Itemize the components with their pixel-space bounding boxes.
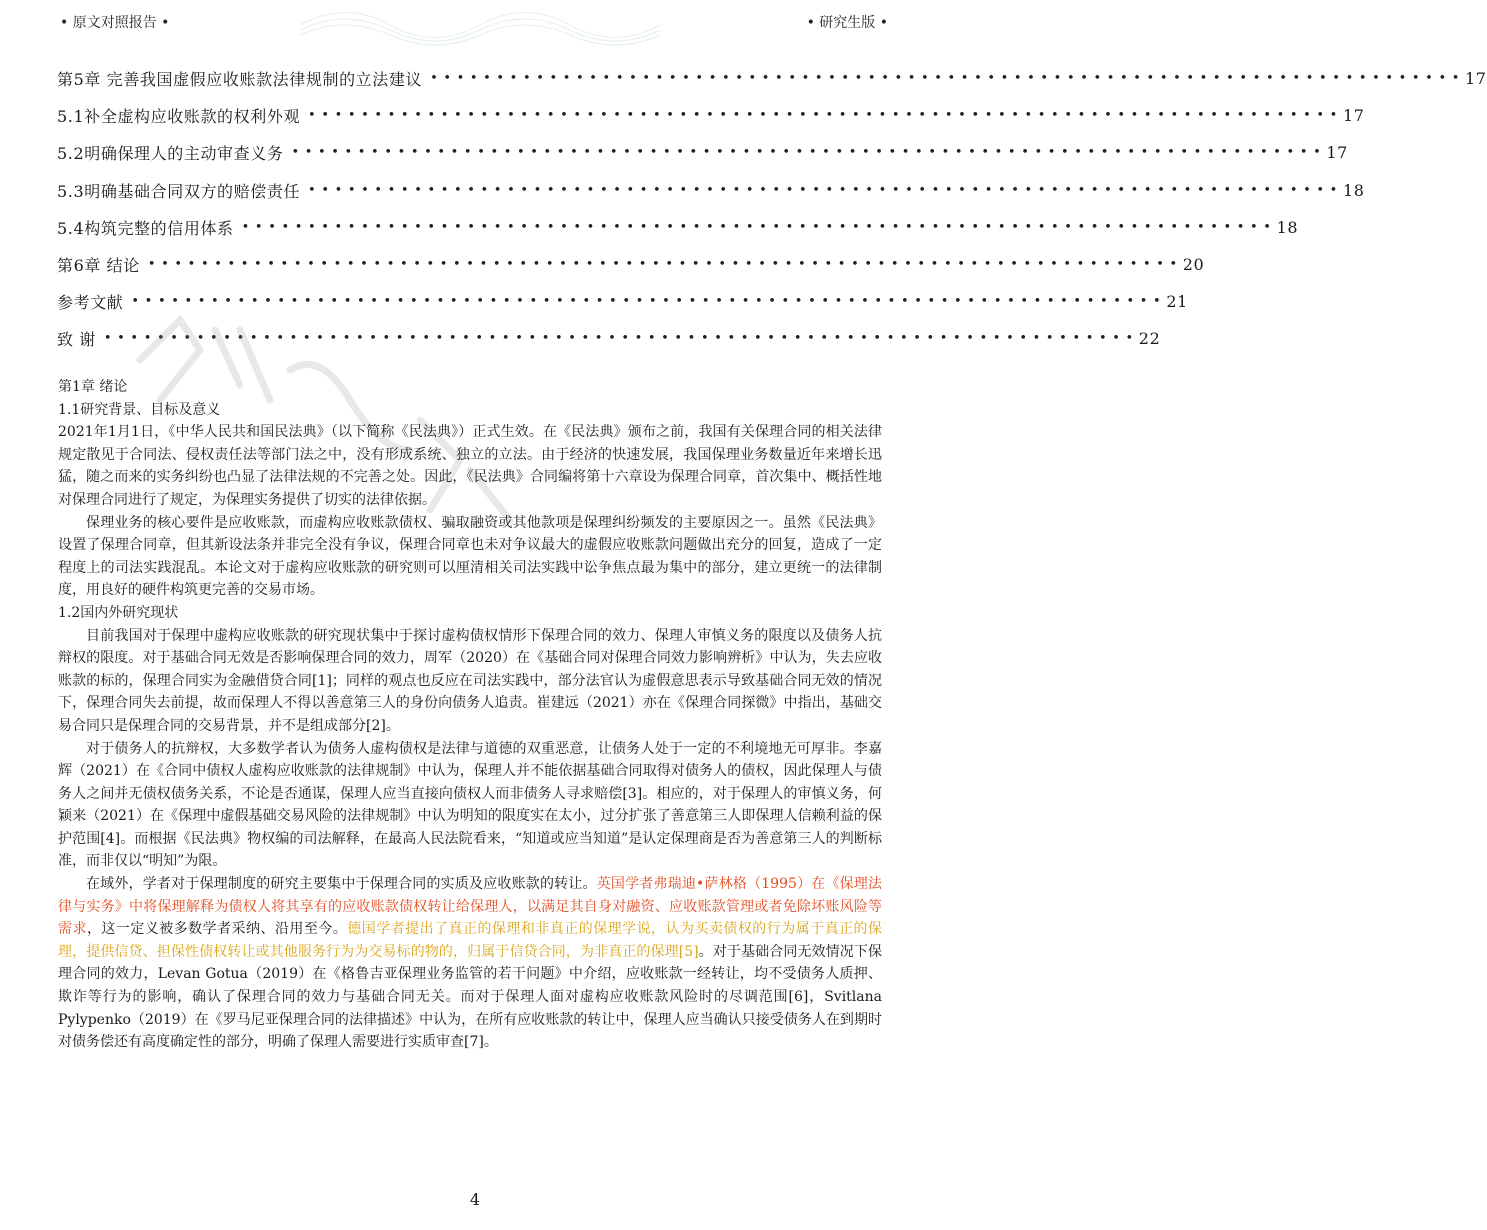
- toc-leader-dots: ••••••••••••••••••••••••••••••••••••••••••••••••••••••••••••••••••••••••••••••: [147, 257, 1183, 273]
- paragraph-text: 在域外，学者对于保理制度的研究主要集中于保理合同的实质及应收账款的转让。: [86, 876, 597, 893]
- chapter-heading: 第1章 绪论: [58, 379, 128, 395]
- body-text: [58, 376, 882, 1054]
- toc-leader-dots: ••••••••••••••••••••••••••••••••••••••••••••••••••••••••••••••••••••••••••••••: [103, 331, 1139, 347]
- toc-entry-title: 致 谢: [57, 330, 96, 350]
- toc-entry[interactable]: [57, 134, 1348, 171]
- toc-entry[interactable]: [57, 209, 1299, 246]
- header-left-label: • 原文对照报告 •: [60, 15, 170, 31]
- toc-entry-page: 20: [1182, 255, 1205, 275]
- paragraph: 2021年1月1日，《中华人民共和国民法典》（以下简称《民法典》）正式生效。在《民法典》颁布之前，我国有关保理合同的相关法律规定散见于合同法、侵权责任法等部门法之中，没有形成系统、独立的立法。由于经济的快速发展，我国保理业务数量近年来增长迅猛，随之而来的实务纠纷也凸显了法律法规的不完善之处。因此，《民法典》合同编将第十六章设为保理合同章，首次集中、概括性地对保理合同进行了规定，为保理实务提供了切实的法律依据。: [58, 424, 882, 508]
- toc-entry[interactable]: [57, 60, 1487, 97]
- toc-entry-page: 17: [1342, 106, 1365, 126]
- toc-leader-dots: ••••••••••••••••••••••••••••••••••••••••••••••••••••••••••••••••••••••••••••••: [291, 145, 1327, 161]
- toc-entry[interactable]: [57, 97, 1365, 134]
- toc-leader-dots: ••••••••••••••••••••••••••••••••••••••••••••••••••••••••••••••••••••••••••••••: [308, 182, 1343, 198]
- toc-entry-page: 17: [1464, 69, 1487, 89]
- paragraph: [58, 873, 882, 1054]
- toc-leader-dots: ••••••••••••••••••••••••••••••••••••••••••••••••••••••••••••••••••••••••••••••: [430, 71, 1465, 87]
- toc-entry-title: 5.1补全虚构应收账款的权利外观: [57, 107, 301, 127]
- toc-leader-dots: ••••••••••••••••••••••••••••••••••••••••••••••••••••••••••••••••••••••••••••••: [308, 108, 1343, 124]
- highlight-red-text: 英国学者弗瑞迪•萨林格（1995）在《保理法律与实务》中将保理解释为债权人将其享有的应收账款债权转让给保理人，以满足其自身对融资、应收账款管理或者免除坏账风险等需求: [58, 876, 883, 938]
- paragraph-text: ，这一定义被多数学者采纳、沿用至今。: [86, 921, 348, 938]
- paragraph-text: 。对于基础合同无效情况下保理合同的效力，Levan Gotua（2019）在《格鲁吉亚保理业务监管的若干问题》中介绍，应收账款一经转让，均不受债务人质押、欺诈等行为的影响，确认了保理合同的效力与基础合同无关。而对于保理人面对虚构应收账款风险时的尽调范围[6]，Svitlana Pylypenko（2019）在《罗马尼亚保理合同的法律描述》中认为，在所有应收账款的转让中，保理人应当确认只接受债务人在到期时对债务偿还有高度确定性的部分，明确了保理人需要进行实质审查[7]。: [58, 943, 882, 1051]
- toc-entry-page: 18: [1342, 180, 1365, 200]
- toc-entry-page: 18: [1276, 217, 1299, 237]
- toc-entry-page: 22: [1138, 329, 1161, 349]
- paragraph: 目前我国对于保理中虚构应收账款的研究现状集中于探讨虚构债权情形下保理合同的效力、保理人审慎义务的限度以及债务人抗辩权的限度。对于基础合同无效是否影响保理合同的效力，周军（2020）在《基础合同对保理合同效力影响辨析》中认为，失去应收账款的标的，保理合同实为金融借贷合同[1]；同样的观点也反应在司法实践中，部分法官认为虚假意思表示导致基础合同无效的情况下，保理合同失去前提，故而保理人不得以善意第三人的身份向债务人追责。崔建远（2021）亦在《保理合同探微》中指出，基础交易合同只是保理合同的交易背景，并不是组成部分[2]。: [58, 627, 882, 734]
- header-right-label: • 研究生版 •: [806, 15, 888, 31]
- toc-entry[interactable]: [57, 283, 1188, 320]
- toc-entry-title: 5.2明确保理人的主动审查义务: [57, 144, 284, 164]
- toc-entry-page: 17: [1326, 143, 1348, 163]
- paragraph: 保理业务的核心要件是应收账款，而虚构应收账款债权、骗取融资或其他款项是保理纠纷频发的主要原因之一。虽然《民法典》设置了保理合同章，但其新设法条并非完全没有争议，保理合同章也未对争议最大的虚假应收账款问题做出充分的回复，造成了一定程度上的司法实践混乱。本论文对于虚构应收账款的研究则可以厘清相关司法实践中讼争焦点最为集中的部分，建立更统一的法律制度，用良好的硬件构筑更完善的交易市场。: [58, 514, 882, 599]
- toc-leader-dots: ••••••••••••••••••••••••••••••••••••••••••••••••••••••••••••••••••••••••••••••: [241, 219, 1277, 235]
- page-header: [0, 8, 950, 34]
- toc-entry-title: 第6章 结论: [57, 256, 140, 276]
- paragraph: 对于债务人的抗辩权，大多数学者认为债务人虚构债权是法律与道德的双重恶意，让债务人处于一定的不利境地无可厚非。李嘉辉（2021）在《合同中债权人虚构应收账款的法律规制》中认为，保理人并不能依据基础合同取得对债务人的债权，因此保理人与债务人之间并无债权债务关系，不论是否通谋，保理人应当直接向债权人而非债务人寻求赔偿[3]。相应的，对于保理人的审慎义务，何颖来（2021）在《保理中虚假基础交易风险的法律规制》中认为明知的限度实在太小，过分扩张了善意第三人即保理人信赖利益的保护范围[4]。而根据《民法典》物权编的司法解释，在最高人民法院看来，“知道或应当知道”是认定保理商是否为善意第三人的判断标准，而非仅以“明知”为限。: [58, 740, 882, 870]
- highlight-orange-text: 德国学者提出了真正的保理和非真正的保理学说，认为买卖债权的行为属于真正的保理，提供信贷、担保性债权转让或其他服务行为为交易标的物的，归属于信贷合同，为非真正的保理[5]: [58, 921, 883, 960]
- toc-entry-page: 21: [1166, 292, 1188, 312]
- section-heading: 1.2国内外研究现状: [58, 604, 179, 621]
- toc-entry-title: 参考文献: [57, 293, 124, 313]
- table-of-contents: [57, 60, 1487, 358]
- section-heading: 1.1研究背景、目标及意义: [58, 401, 221, 418]
- toc-entry-title: 5.3明确基础合同双方的赔偿责任: [57, 181, 301, 201]
- toc-entry[interactable]: [57, 172, 1365, 209]
- toc-entry-title: 第5章 完善我国虚假应收账款法律规制的立法建议: [57, 70, 423, 90]
- toc-leader-dots: ••••••••••••••••••••••••••••••••••••••••••••••••••••••••••••••••••••••••••••••: [131, 294, 1167, 310]
- toc-entry[interactable]: [57, 320, 1161, 357]
- toc-entry-title: 5.4构筑完整的信用体系: [57, 218, 234, 238]
- toc-entry[interactable]: [57, 246, 1205, 283]
- page-number: 4: [469, 1190, 481, 1209]
